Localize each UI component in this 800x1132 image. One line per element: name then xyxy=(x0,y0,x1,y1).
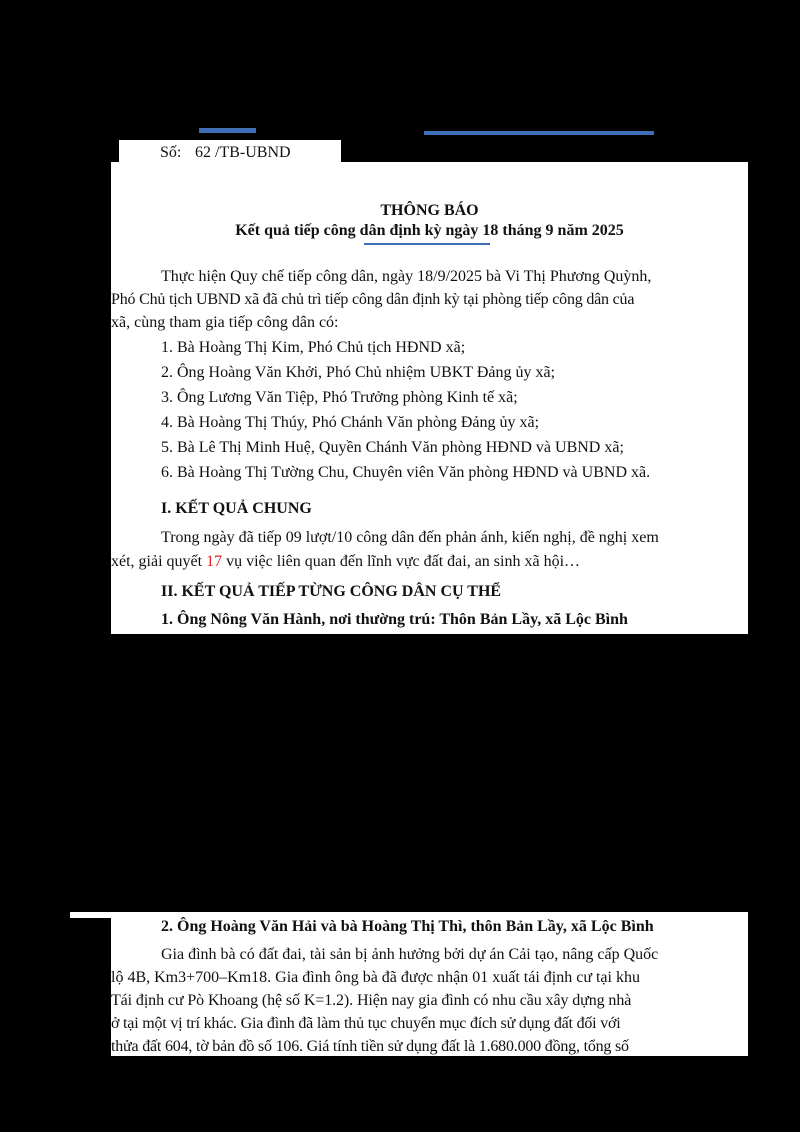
participant-item: 4. Bà Hoàng Thị Thúy, Phó Chánh Văn phòng Đảng ủy xã; xyxy=(161,414,540,431)
case-2-line: thửa đất 604, tờ bản đồ số 106. Giá tính tiền sử dụng đất là 1.680.000 đồng, tổng số xyxy=(111,1038,629,1055)
case-count-highlight: 17 xyxy=(206,553,223,570)
section-1-line-2-end: vụ việc liên quan đến lĩnh vực đất đai, an sinh xã hội… xyxy=(222,553,581,570)
section-2-heading: II. KẾT QUẢ TIẾP TỪNG CÔNG DÂN CỤ THỂ xyxy=(161,583,502,600)
section-1-heading: I. KẾT QUẢ CHUNG xyxy=(161,500,312,517)
case-2-line: Gia đình bà có đất đai, tài sản bị ảnh hưởng bởi dự án Cải tạo, nâng cấp Quốc xyxy=(161,946,659,963)
case-2-title: 2. Ông Hoàng Văn Hải và bà Hoàng Thị Thì, thôn Bản Lầy, xã Lộc Bình xyxy=(161,918,654,935)
case-1-title: 1. Ông Nông Văn Hành, nơi thường trú: Thôn Bản Lầy, xã Lộc Bình xyxy=(161,611,628,628)
intro-line-3: xã, cùng tham gia tiếp công dân có: xyxy=(111,314,339,331)
lower-box-left-strip xyxy=(70,912,111,918)
intro-line-1: Thực hiện Quy chế tiếp công dân, ngày 18/9/2025 bà Vi Thị Phương Quỳnh, xyxy=(161,268,652,285)
main-content-box xyxy=(111,162,748,634)
participant-item: 3. Ông Lương Văn Tiệp, Phó Trưởng phòng Kinh tế xã; xyxy=(161,389,518,406)
subtitle-underline xyxy=(364,243,490,245)
header-left-rule xyxy=(199,128,256,133)
case-2-line: lộ 4B, Km3+700–Km18. Gia đình ông bà đã được nhận 01 xuất tái định cư tại khu xyxy=(111,969,640,986)
page-subtitle: Kết quả tiếp công dân định kỳ ngày 18 tháng 9 năm 2025 xyxy=(235,222,624,239)
document-number-box xyxy=(119,140,341,164)
document-number-label: Số: xyxy=(160,144,182,161)
lower-content-box xyxy=(111,912,748,1056)
case-2-line: ở tại một vị trí khác. Gia đình đã làm thủ tục chuyển mục đích sử dụng đất đối với xyxy=(111,1015,621,1032)
participant-item: 1. Bà Hoàng Thị Kim, Phó Chủ tịch HĐND xã; xyxy=(161,339,466,356)
case-2-line: Tái định cư Pò Khoang (hệ số K=1.2). Hiện nay gia đình có nhu cầu xây dựng nhà xyxy=(111,992,632,1009)
document-number-value: 62 /TB-UBND xyxy=(195,144,291,161)
header-right-rule xyxy=(424,131,654,135)
page-title: THÔNG BÁO xyxy=(380,202,479,219)
section-1-line-1: Trong ngày đã tiếp 09 lượt/10 công dân đến phản ánh, kiến nghị, đề nghị xem xyxy=(161,529,659,546)
participant-item: 5. Bà Lê Thị Minh Huệ, Quyền Chánh Văn phòng HĐND và UBND xã; xyxy=(161,439,624,456)
participant-item: 2. Ông Hoàng Văn Khởi, Phó Chủ nhiệm UBKT Đảng ủy xã; xyxy=(161,364,556,381)
intro-line-2: Phó Chủ tịch UBND xã đã chủ trì tiếp công dân định kỳ tại phòng tiếp công dân của xyxy=(111,291,635,308)
section-1-line-2 xyxy=(111,550,580,574)
section-1-line-2-start: xét, giải quyết xyxy=(111,553,207,570)
participant-item: 6. Bà Hoàng Thị Tường Chu, Chuyên viên Văn phòng HĐND và UBND xã. xyxy=(161,464,651,481)
